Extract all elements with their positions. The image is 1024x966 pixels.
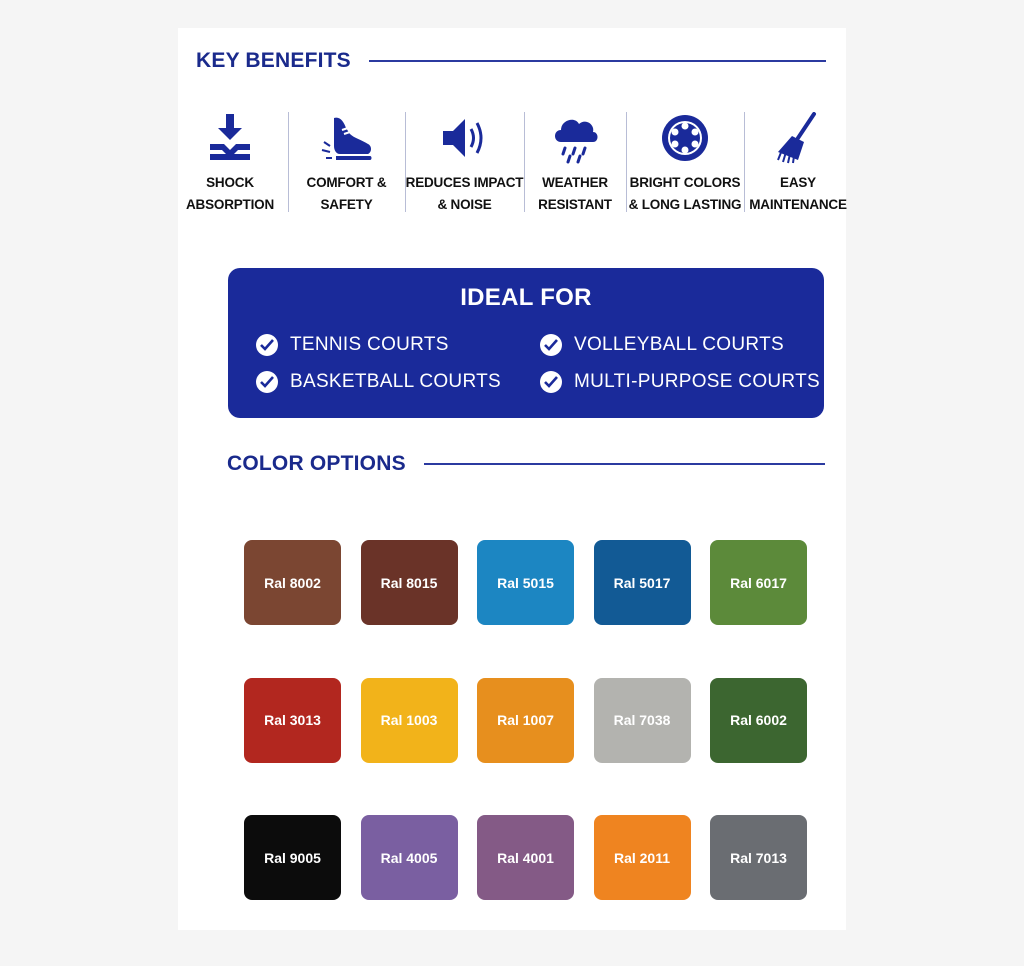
color-swatch[interactable]: Ral 1003 xyxy=(361,678,458,763)
benefit-shock-absorption xyxy=(172,108,288,216)
benefit-label-line1: EASY xyxy=(780,175,816,190)
benefit-label-line2: ABSORPTION xyxy=(185,197,274,212)
ideal-item-label: BASKETBALL COURTS xyxy=(290,371,502,392)
benefit-label-line2: RESISTANT xyxy=(538,197,612,212)
rain-cloud-icon xyxy=(549,110,601,166)
benefit-label-line1: REDUCES IMPACT xyxy=(405,175,524,190)
color-options-header xyxy=(227,452,825,476)
color-swatch[interactable]: Ral 6002 xyxy=(710,678,807,763)
color-swatch[interactable]: Ral 9005 xyxy=(244,815,341,900)
benefit-easy-maintenance xyxy=(744,108,852,216)
ideal-for-box xyxy=(228,268,824,418)
ideal-item-label: MULTI-PURPOSE COURTS xyxy=(574,371,820,392)
color-options-title: COLOR OPTIONS xyxy=(227,452,406,475)
divider-line xyxy=(424,463,825,465)
benefit-label-line2: SAFETY xyxy=(320,197,373,212)
ideal-item-label: VOLLEYBALL COURTS xyxy=(574,334,784,355)
key-benefits-title: KEY BENEFITS xyxy=(196,49,351,72)
ideal-item-basketball xyxy=(256,371,501,393)
benefit-weather-resistant xyxy=(524,108,626,216)
benefit-label-line1: SHOCK xyxy=(206,175,254,190)
ideal-item-label: TENNIS COURTS xyxy=(290,334,449,355)
color-swatch[interactable]: Ral 8015 xyxy=(361,540,458,625)
ideal-item-volleyball xyxy=(540,334,784,356)
benefit-label-line1: COMFORT & xyxy=(306,175,387,190)
benefits-row xyxy=(172,108,852,216)
check-circle-icon xyxy=(540,371,562,393)
benefit-reduces-impact xyxy=(405,108,524,216)
color-swatch[interactable]: Ral 4005 xyxy=(361,815,458,900)
color-swatch[interactable]: Ral 4001 xyxy=(477,815,574,900)
key-benefits-header xyxy=(196,49,826,73)
color-swatch[interactable]: Ral 7013 xyxy=(710,815,807,900)
ideal-item-tennis xyxy=(256,334,449,356)
color-swatch-grid xyxy=(244,540,809,902)
benefit-label-line2: MAINTENANCE xyxy=(749,197,847,212)
color-swatch[interactable]: Ral 5017 xyxy=(594,540,691,625)
color-swatch[interactable]: Ral 6017 xyxy=(710,540,807,625)
check-circle-icon xyxy=(256,334,278,356)
benefit-label-line1: BRIGHT COLORS xyxy=(629,175,741,190)
benefit-comfort-safety xyxy=(288,108,405,216)
benefit-label-line1: WEATHER xyxy=(542,175,608,190)
color-swatch[interactable]: Ral 8002 xyxy=(244,540,341,625)
ideal-item-multipurpose xyxy=(540,371,820,393)
ideal-for-title: IDEAL FOR xyxy=(460,284,592,311)
color-swatch[interactable]: Ral 3013 xyxy=(244,678,341,763)
broom-icon xyxy=(774,110,822,166)
divider-line xyxy=(369,60,826,62)
check-circle-icon xyxy=(540,334,562,356)
shock-absorption-icon xyxy=(206,110,254,166)
check-circle-icon xyxy=(256,371,278,393)
shoe-icon xyxy=(320,110,374,166)
color-swatch[interactable]: Ral 7038 xyxy=(594,678,691,763)
color-palette-icon xyxy=(660,110,710,166)
color-swatch[interactable]: Ral 5015 xyxy=(477,540,574,625)
benefit-label-line2: & NOISE xyxy=(437,197,492,212)
color-swatch[interactable]: Ral 1007 xyxy=(477,678,574,763)
speaker-icon xyxy=(439,110,491,166)
color-swatch[interactable]: Ral 2011 xyxy=(594,815,691,900)
benefit-bright-colors xyxy=(626,108,744,216)
benefit-label-line2: & LONG LASTING xyxy=(628,197,742,212)
